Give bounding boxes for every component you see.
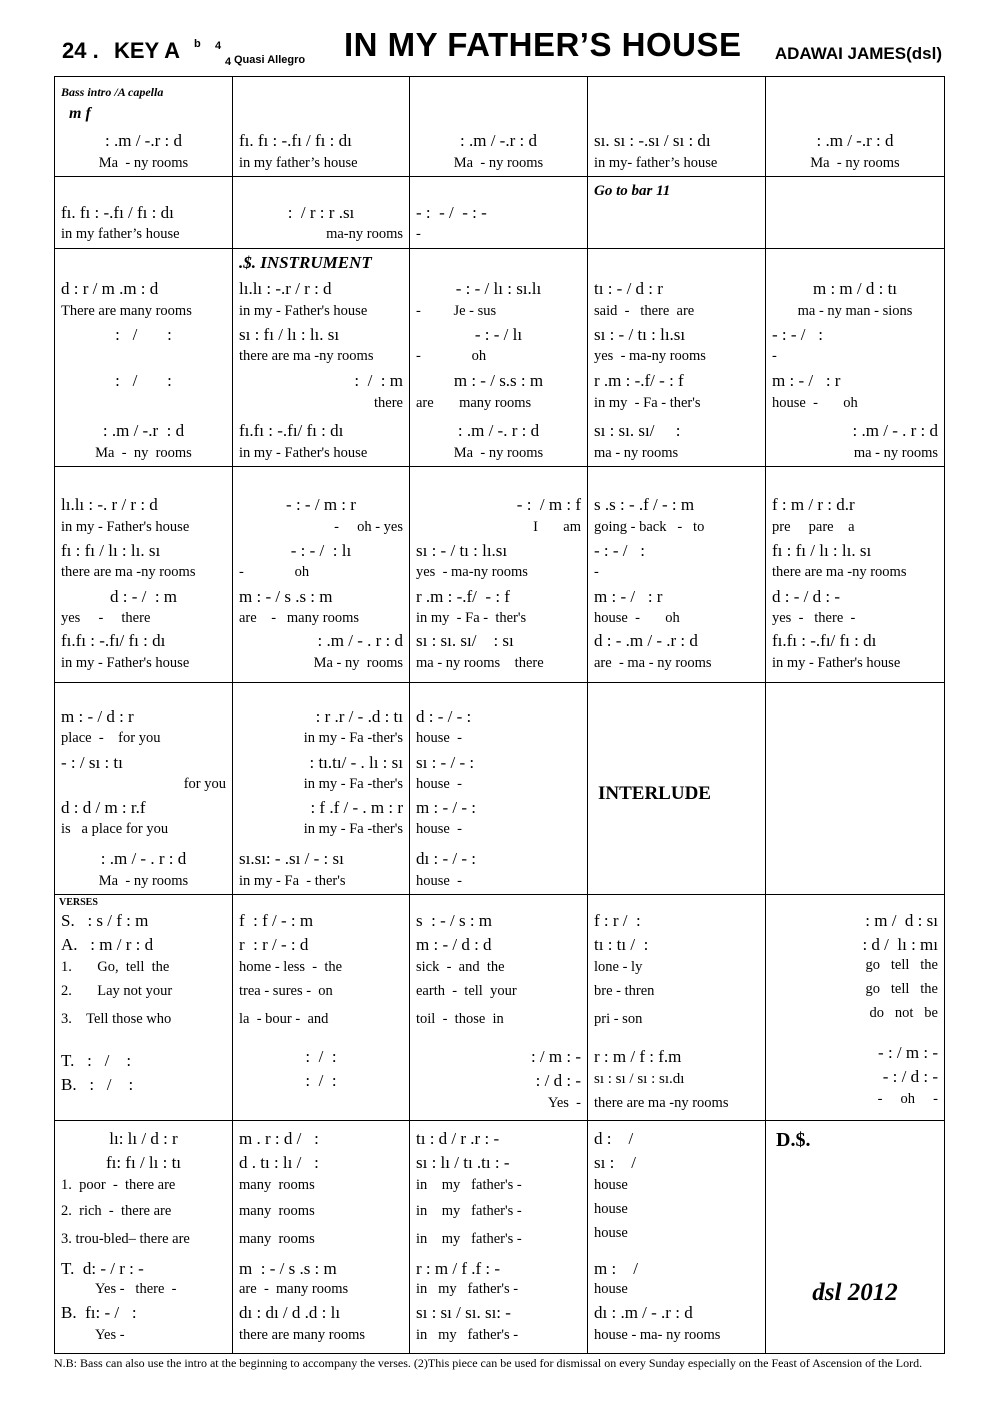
lyric-line: in my - Fa -ther's: [303, 821, 403, 837]
soprano-line: : m / d : sı: [865, 911, 938, 930]
score-cell: [233, 249, 409, 466]
score-cell: [55, 249, 232, 466]
lyric-line: is a place for you: [61, 821, 169, 837]
solfa-line: r .m : -.f/ - : f: [594, 371, 684, 390]
solfa-line: m : - / - :: [416, 798, 476, 817]
verse-1-lyric: go tell the: [865, 957, 938, 973]
alto-line: r : r / - : d: [239, 935, 309, 954]
score-cell: [588, 177, 765, 248]
score-row-2: [55, 177, 945, 249]
solfa-line: - : / sı : tı: [61, 753, 123, 772]
solfa-line: : tı.tı/ - . lı : sı: [309, 753, 403, 772]
score-cell: [766, 249, 944, 466]
solfa-line: d : d / m : r.f: [61, 798, 146, 817]
lyric-line: - oh: [239, 564, 310, 580]
solfa-line: sı : - / tı : lı.sı: [594, 325, 686, 344]
soprano-line: lı: lı / d : r: [109, 1129, 178, 1148]
score-cell: [766, 1121, 944, 1353]
score-row-7: [55, 1121, 945, 1354]
soprano-line: f : r / :: [594, 911, 641, 930]
lyric-line: ma - ny rooms there: [416, 655, 544, 671]
verse-2-lyric: 2. Lay not your: [61, 983, 173, 999]
lyric-line: Ma - ny rooms: [98, 873, 189, 889]
score-cell: [55, 467, 232, 682]
solfa-line: : .m / -.r : d: [105, 131, 182, 150]
bass-lyric: - oh -: [877, 1091, 938, 1107]
solfa-line: fı : fı / lı : lı. sı: [772, 541, 872, 560]
solfa-line: sı. sı : -.sı / sı : dı: [594, 131, 711, 150]
tenor-lyric: Yes - there -: [95, 1281, 177, 1297]
bass-line: sı : sı / sı : sı.dı: [594, 1071, 685, 1087]
solfa-line: sı : sı. sı/ : sı: [416, 631, 514, 650]
solfa-line: - : - / m : r: [286, 495, 356, 514]
solfa-line: m : - / : r: [594, 587, 663, 606]
score-cell: [588, 1121, 765, 1353]
solfa-line: fı. fı : -.fı / fı : dı: [239, 131, 352, 150]
footnote: N.B: Bass can also use the intro at the beginning to accompany the verses. (2)This piece can be used for dismissal on every Sunday especially on the Feast of Ascension of the Lord.: [54, 1356, 923, 1370]
solfa-line: - : - / - : -: [416, 203, 487, 222]
verse-1-lyric: lone - ly: [594, 959, 643, 975]
lyric-line: said - there are: [594, 303, 695, 319]
lyric-line: are - ma - ny rooms: [594, 655, 712, 671]
soprano-line: S. : s / f : m: [61, 911, 149, 930]
solfa-line: f : m / r : d.r: [772, 495, 855, 514]
lyric-line: house - oh: [772, 395, 858, 411]
solfa-line: m : - / s .s : m: [239, 587, 333, 606]
solfa-line: : / : m: [354, 371, 403, 390]
lyric-line: there are ma -ny rooms: [239, 348, 374, 364]
verse-2-lyric: many rooms: [239, 1203, 315, 1219]
score-cell: [55, 683, 232, 894]
lyric-line: - Je - sus: [416, 303, 497, 319]
alto-line: m : - / d : d: [416, 935, 492, 954]
lyric-line: -: [416, 226, 421, 242]
verse-2-lyric: in my father's -: [416, 1203, 522, 1219]
score-cell: [410, 895, 587, 1120]
solfa-line: tı : - / d : r: [594, 279, 663, 298]
solfa-line: : .m / - . r : d: [317, 631, 403, 650]
soprano-line: m . r : d / :: [239, 1129, 319, 1148]
solfa-line: m : m / d : tı: [812, 279, 898, 298]
solfa-line: d : - / d : -: [772, 587, 840, 606]
bass-line: sı : sı / sı. sı: -: [416, 1303, 511, 1322]
solfa-line: : .m / -.r : d: [460, 131, 537, 150]
solfa-line: - : - / :: [594, 541, 645, 560]
lyric-line: Ma - ny rooms: [453, 445, 544, 461]
solfa-line: - : - / : lı: [290, 541, 352, 560]
tenor-line: T. d: - / r : -: [61, 1259, 144, 1278]
lyric-line: in my - Father's house: [772, 655, 901, 671]
verse-3-lyric: 3. trou-bled– there are: [61, 1231, 190, 1247]
score-cell: [588, 683, 765, 894]
score-row-1: [55, 77, 945, 177]
verse-1-lyric: 1. Go, tell the: [61, 959, 170, 975]
score-cell: [588, 77, 765, 176]
solfa-line: lı.lı : -. r / r : d: [61, 495, 158, 514]
time-signature-bottom: 4: [225, 56, 232, 68]
solfa-line: d : - / - :: [416, 707, 472, 726]
verse-3-lyric: 3. Tell those who: [61, 1011, 172, 1027]
bass-lyric: house - ma- ny rooms: [594, 1327, 721, 1343]
solfa-line: - : - / :: [772, 325, 823, 344]
score-row-6-verses: [55, 895, 945, 1121]
score-cell: [410, 1121, 587, 1353]
score-cell: [55, 77, 232, 176]
soprano-line: d : /: [594, 1129, 634, 1148]
tenor-lyric: are - many rooms: [239, 1281, 349, 1297]
lyric-line: Ma - ny rooms: [810, 155, 900, 171]
lyric-line: for you: [183, 776, 226, 792]
lyric-line: going - back - to: [594, 519, 705, 535]
tenor-line: - : / m : -: [878, 1043, 938, 1062]
lyric-line: ma-ny rooms: [326, 226, 403, 242]
lyric-line: in my - Fa - ther's: [594, 395, 701, 411]
score-cell: [55, 895, 232, 1120]
lyric-line: ma - ny rooms: [594, 445, 679, 461]
bass-line: B. fı: - / :: [61, 1303, 137, 1322]
bass-lyric: Yes -: [95, 1327, 125, 1343]
alto-line: sı : lı / tı .tı : -: [416, 1153, 510, 1172]
alto-line: : d / lı : mı: [862, 935, 938, 954]
tempo-marking: Quasi Allegro: [234, 54, 306, 66]
lyric-line: There are many rooms: [61, 303, 192, 319]
verse-1-lyric: 1. poor - there are: [61, 1177, 176, 1193]
score-cell: [766, 895, 944, 1120]
score-cell: [233, 1121, 409, 1353]
solfa-line: m : - / : r: [772, 371, 841, 390]
verse-1-lyric: home - less - the: [239, 959, 343, 975]
score-cell: [588, 249, 765, 466]
tenor-line: r : m / f : f.m: [594, 1047, 682, 1066]
go-to-bar-instruction: Go to bar 11: [594, 183, 671, 199]
solfa-line: : .m / - . r : d: [852, 421, 938, 440]
score-cell: [410, 77, 587, 176]
lyric-line: are many rooms: [416, 395, 532, 411]
solfa-line: m : - / d : r: [61, 707, 134, 726]
score-row-5: [55, 683, 945, 895]
verse-3-lyric: toil - those in: [416, 1011, 504, 1027]
verse-1-lyric: house: [594, 1177, 628, 1193]
lyric-line: Ma - ny rooms: [453, 155, 544, 171]
score-row-4: [55, 467, 945, 683]
score-cell: [410, 249, 587, 466]
score-grid: [54, 76, 945, 1354]
bass-line: dı : .m / - .r : d: [594, 1303, 693, 1322]
bass-lyric: there are ma -ny rooms: [594, 1095, 729, 1111]
solfa-line: - : - / lı: [474, 325, 523, 344]
verse-2-lyric: bre - thren: [594, 983, 655, 999]
solfa-line: sı : - / tı : lı.sı: [416, 541, 508, 560]
score-cell: [410, 177, 587, 248]
solfa-line: sı : - / - :: [416, 753, 475, 772]
solfa-line: : .m / -. r : d: [457, 421, 540, 440]
solfa-line: d : - / : m: [109, 587, 178, 606]
score-cell: [766, 467, 944, 682]
dynamic-marking: m f: [69, 105, 91, 122]
solfa-line: : / :: [115, 371, 172, 390]
intro-label: Bass intro /A capella: [61, 85, 164, 99]
lyric-line: ma - ny rooms: [853, 445, 938, 461]
lyric-line: I am: [533, 519, 581, 535]
verse-3-lyric: do not be: [869, 1005, 938, 1021]
alto-line: sı : /: [594, 1153, 637, 1172]
lyric-line: ma - ny man - sions: [797, 303, 913, 319]
lyric-line: house -: [416, 821, 462, 837]
score-cell: [233, 683, 409, 894]
score-row-3: [55, 249, 945, 467]
solfa-line: : .m / -.r : d: [102, 421, 185, 440]
solfa-line: sı : fı / lı : lı. sı: [239, 325, 340, 344]
solfa-line: sı.sı: - .sı / - : sı: [239, 849, 344, 868]
score-cell: [588, 467, 765, 682]
lyric-line: in my father’s house: [239, 155, 358, 171]
score-cell: [233, 467, 409, 682]
verse-2-lyric: trea - sures - on: [239, 983, 333, 999]
lyric-line: - oh: [416, 348, 487, 364]
verse-1-lyric: sick - and the: [416, 959, 505, 975]
key-label: KEY A: [114, 38, 181, 63]
solfa-line: dı : - / - :: [416, 849, 476, 868]
verses-label: VERSES: [59, 897, 98, 908]
lyric-line: yes - ma-ny rooms: [594, 348, 706, 364]
score-cell: [233, 77, 409, 176]
tenor-line: r : m / f .f : -: [416, 1259, 501, 1278]
lyric-line: are - many rooms: [239, 610, 359, 626]
verse-2-lyric: go tell the: [865, 981, 938, 997]
lyric-line: Ma - ny rooms: [313, 655, 403, 671]
lyric-line: pre pare a: [772, 519, 855, 535]
solfa-line: - : - / lı : sı.lı: [455, 279, 542, 298]
score-cell: [766, 77, 944, 176]
segno-instrument-marking: .$. INSTRUMENT: [239, 253, 372, 272]
lyric-line: place - for you: [61, 730, 161, 746]
solfa-line: : .m / - . r : d: [100, 849, 187, 868]
score-cell: [55, 177, 232, 248]
alto-line: A. : m / r : d: [61, 935, 154, 954]
header: [62, 26, 942, 70]
solfa-line: r .m : -.f/ - : f: [416, 587, 510, 606]
lyric-line: in my - Fa -ther's: [303, 776, 403, 792]
song-title: IN MY FATHER’S HOUSE: [344, 26, 742, 63]
flat-sign: b: [194, 38, 201, 50]
solfa-line: s .s : - .f / - : m: [594, 495, 695, 514]
soprano-line: f : f / - : m: [239, 911, 314, 930]
score-cell: [233, 895, 409, 1120]
lyric-line: in my- father’s house: [594, 155, 718, 171]
lyric-line: Ma - ny rooms: [98, 155, 189, 171]
lyric-line: in my - Father's house: [61, 655, 190, 671]
lyric-line: yes - there: [61, 610, 151, 626]
soprano-line: tı : d / r .r : -: [416, 1129, 500, 1148]
bass-lyric: Yes -: [547, 1095, 581, 1111]
bass-line: B. : / :: [61, 1075, 134, 1094]
lyric-line: house -: [416, 873, 462, 889]
verse-1-lyric: in my father's -: [416, 1177, 522, 1193]
score-cell: [588, 895, 765, 1120]
tenor-line: T. : / :: [61, 1051, 132, 1070]
lyric-line: -: [594, 564, 599, 580]
soprano-line: s : - / s : m: [416, 911, 493, 930]
solfa-line: d : r / m .m : d: [61, 279, 159, 298]
verse-2-lyric: earth - tell your: [416, 983, 517, 999]
tenor-line: : / m : -: [530, 1047, 581, 1066]
solfa-line: sı : sı. sı/ :: [594, 421, 681, 440]
composer: ADAWAI JAMES(dsl): [774, 44, 942, 63]
bass-line: : / :: [305, 1071, 337, 1090]
solfa-line: fı.fı : -.fı/ fı : dı: [239, 421, 344, 440]
composer-signature-year: dsl 2012: [812, 1279, 898, 1306]
lyric-line: in my - Fa -ther's: [303, 730, 403, 746]
verse-3-lyric: house: [594, 1225, 628, 1241]
verse-3-lyric: la - bour - and: [239, 1011, 329, 1027]
solfa-line: : f .f / - . m : r: [310, 798, 403, 817]
score-cell: [766, 683, 944, 894]
bass-lyric: there are many rooms: [239, 1327, 366, 1343]
interlude-label: INTERLUDE: [598, 783, 711, 804]
verse-3-lyric: in my father's -: [416, 1231, 522, 1247]
lyric-line: in my - Fa - ther's: [416, 610, 527, 626]
lyric-line: yes - there -: [772, 610, 856, 626]
bass-line: : / d : -: [535, 1071, 581, 1090]
solfa-line: - : / m : f: [516, 495, 581, 514]
tenor-line: m : /: [594, 1259, 638, 1278]
lyric-line: house -: [416, 776, 462, 792]
tenor-lyric: in my father's -: [416, 1281, 519, 1297]
score-cell: [55, 1121, 232, 1353]
solfa-line: fı.fı : -.fı/ fı : dı: [61, 631, 166, 650]
score-cell: [766, 177, 944, 248]
verse-3-lyric: pri - son: [594, 1011, 643, 1027]
verse-2-lyric: house: [594, 1201, 628, 1217]
tenor-lyric: house: [594, 1281, 628, 1297]
solfa-line: : .m / -.r : d: [816, 131, 894, 150]
lyric-line: in my - Father's house: [239, 445, 368, 461]
score-cell: [410, 683, 587, 894]
alto-line: fı: fı / lı : tı: [105, 1153, 182, 1172]
lyric-line: there: [374, 395, 403, 411]
lyric-line: in my - Fa - ther's: [239, 873, 346, 889]
alto-line: d . tı : lı / :: [239, 1153, 319, 1172]
time-signature-top: 4: [215, 40, 222, 52]
lyric-line: in my - Father's house: [239, 303, 368, 319]
lyric-line: in my - Father's house: [61, 519, 190, 535]
solfa-line: : / :: [115, 325, 172, 344]
verse-1-lyric: many rooms: [239, 1177, 315, 1193]
solfa-line: fı.fı : -.fı/ fı : dı: [772, 631, 877, 650]
solfa-line: fı : fı / lı : lı. sı: [61, 541, 161, 560]
hymn-number: 24 .: [62, 38, 99, 63]
lyric-line: there are ma -ny rooms: [61, 564, 196, 580]
solfa-line: m : - / s.s : m: [453, 371, 544, 390]
bass-line: - : / d : -: [882, 1067, 938, 1086]
alto-line: tı : tı / :: [594, 935, 649, 954]
tenor-line: : / :: [305, 1047, 337, 1066]
bass-lyric: in my father's -: [416, 1327, 519, 1343]
lyric-line: -: [772, 348, 777, 364]
lyric-line: house - oh: [594, 610, 680, 626]
lyric-line: Ma - ny rooms: [95, 445, 192, 461]
lyric-line: house -: [416, 730, 462, 746]
dal-segno-marking: D.$.: [776, 1129, 811, 1151]
score-cell: [233, 177, 409, 248]
solfa-line: : / r : r .sı: [287, 203, 355, 222]
solfa-line: fı. fı : -.fı / fı : dı: [61, 203, 174, 222]
solfa-line: : r .r / - .d : tı: [315, 707, 403, 726]
score-cell: [410, 467, 587, 682]
lyric-line: yes - ma-ny rooms: [416, 564, 528, 580]
solfa-line: lı.lı : -.r / r : d: [239, 279, 332, 298]
solfa-line: d : - .m / - .r : d: [594, 631, 698, 650]
bass-line: dı : dı / d .d : lı: [239, 1303, 341, 1322]
tenor-line: m : - / s .s : m: [239, 1259, 337, 1278]
verse-3-lyric: many rooms: [239, 1231, 315, 1247]
lyric-line: in my father’s house: [61, 226, 180, 242]
verse-2-lyric: 2. rich - there are: [61, 1203, 172, 1219]
lyric-line: - oh - yes: [334, 519, 403, 535]
lyric-line: there are ma -ny rooms: [772, 564, 907, 580]
